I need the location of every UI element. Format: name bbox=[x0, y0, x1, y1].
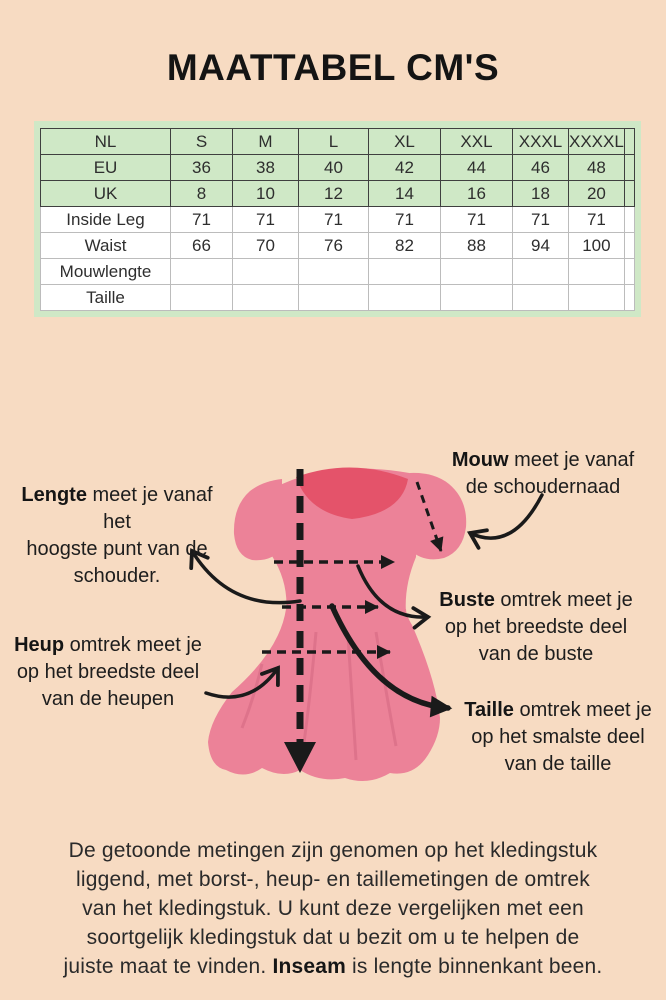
size-cell: 8 bbox=[171, 181, 233, 207]
size-cell: 12 bbox=[299, 181, 369, 207]
size-cell: 10 bbox=[233, 181, 299, 207]
size-header-cell: XXXXL bbox=[569, 129, 625, 155]
cutoff-cell bbox=[624, 155, 634, 181]
label-heup: Heup omtrek meet je op het breedste deel van de heupen bbox=[14, 634, 202, 710]
label-lengte: Lengte meet je vanaf het hoogste punt van de schouder. bbox=[21, 484, 213, 587]
size-cell: 94 bbox=[513, 233, 569, 259]
size-cell: 18 bbox=[513, 181, 569, 207]
size-cell bbox=[569, 285, 625, 311]
size-cell bbox=[233, 259, 299, 285]
size-cell bbox=[369, 259, 441, 285]
size-cell: 40 bbox=[299, 155, 369, 181]
row-label: Mouwlengte bbox=[41, 259, 171, 285]
size-cell: 70 bbox=[233, 233, 299, 259]
note-line: soortgelijk kledingstuk dat u bezit om u te helpen de bbox=[86, 926, 580, 949]
table-row-mouwlengte bbox=[41, 259, 635, 285]
row-label: NL bbox=[41, 129, 171, 155]
size-header-cell: M bbox=[233, 129, 299, 155]
size-cell bbox=[299, 285, 369, 311]
size-cell bbox=[441, 285, 513, 311]
table-row-uk bbox=[41, 181, 635, 207]
size-cell: 88 bbox=[441, 233, 513, 259]
size-cell bbox=[441, 259, 513, 285]
size-cell: 66 bbox=[171, 233, 233, 259]
size-cell: 71 bbox=[299, 207, 369, 233]
table-row-waist bbox=[41, 233, 635, 259]
label-mouw: Mouw meet je vanaf de schoudernaad bbox=[451, 449, 635, 498]
size-cell: 46 bbox=[513, 155, 569, 181]
size-cell: 100 bbox=[569, 233, 625, 259]
size-cell: 38 bbox=[233, 155, 299, 181]
cutoff-cell bbox=[624, 285, 634, 311]
size-cell bbox=[369, 285, 441, 311]
cutoff-cell bbox=[624, 259, 634, 285]
measurement-note bbox=[10, 836, 656, 981]
row-label: Inside Leg bbox=[41, 207, 171, 233]
row-label: UK bbox=[41, 181, 171, 207]
label-taille: Taille omtrek meet je op het smalste deel van de taille bbox=[464, 699, 652, 775]
page-title: MAATTABEL CM'S bbox=[166, 47, 500, 88]
size-cell bbox=[513, 285, 569, 311]
size-header-cell: XL bbox=[369, 129, 441, 155]
size-cell bbox=[171, 285, 233, 311]
size-header-cell: S bbox=[171, 129, 233, 155]
size-cell: 44 bbox=[441, 155, 513, 181]
row-label: Taille bbox=[41, 285, 171, 311]
size-cell: 36 bbox=[171, 155, 233, 181]
size-header-cell: XXL bbox=[441, 129, 513, 155]
size-cell: 71 bbox=[369, 207, 441, 233]
row-label: Waist bbox=[41, 233, 171, 259]
size-cell: 76 bbox=[299, 233, 369, 259]
size-cell: 14 bbox=[369, 181, 441, 207]
row-label: EU bbox=[41, 155, 171, 181]
size-header-cell: XXXL bbox=[513, 129, 569, 155]
size-cell bbox=[233, 285, 299, 311]
table-row-eu bbox=[41, 155, 635, 181]
size-cell bbox=[569, 259, 625, 285]
size-cell: 16 bbox=[441, 181, 513, 207]
size-cell: 71 bbox=[569, 207, 625, 233]
size-cell bbox=[513, 259, 569, 285]
size-cell: 71 bbox=[513, 207, 569, 233]
cutoff-cell bbox=[624, 233, 634, 259]
size-cell bbox=[171, 259, 233, 285]
note-line: liggend, met borst-, heup- en taillemetingen de omtrek bbox=[76, 868, 590, 891]
table-row-nl bbox=[41, 129, 635, 155]
note-line: van het kledingstuk. U kunt deze vergelijken met een bbox=[82, 897, 584, 920]
size-cell: 42 bbox=[369, 155, 441, 181]
cutoff-cell bbox=[624, 129, 634, 155]
size-table bbox=[34, 121, 641, 317]
size-cell: 48 bbox=[569, 155, 625, 181]
size-cell bbox=[299, 259, 369, 285]
size-header-cell: L bbox=[299, 129, 369, 155]
mouw-arrow bbox=[470, 495, 542, 538]
size-cell: 71 bbox=[171, 207, 233, 233]
note-line: juiste maat te vinden. Inseam is lengte binnenkant been. bbox=[63, 955, 603, 978]
size-cell: 82 bbox=[369, 233, 441, 259]
note-line: De getoonde metingen zijn genomen op het kledingstuk bbox=[68, 839, 598, 862]
label-buste: Buste omtrek meet je op het breedste deel van de buste bbox=[439, 589, 633, 665]
size-cell: 71 bbox=[233, 207, 299, 233]
size-cell: 20 bbox=[569, 181, 625, 207]
size-cell: 71 bbox=[441, 207, 513, 233]
table-row-inside-leg bbox=[41, 207, 635, 233]
table-row-taille bbox=[41, 285, 635, 311]
cutoff-cell bbox=[624, 207, 634, 233]
cutoff-cell bbox=[624, 181, 634, 207]
